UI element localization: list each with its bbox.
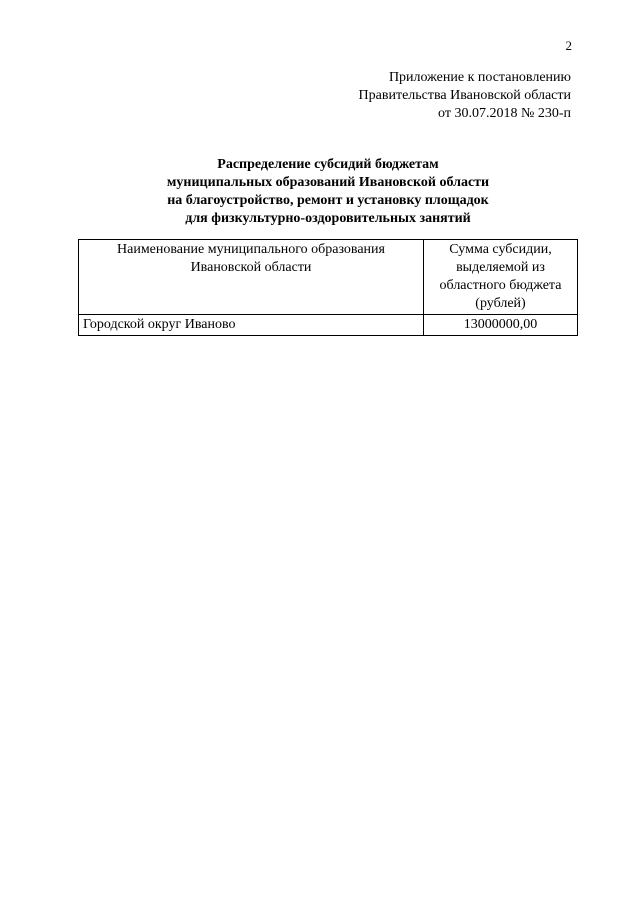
- subsidy-table: [78, 239, 578, 336]
- header-text: выделяемой из: [456, 260, 545, 275]
- table-header-row: [79, 240, 578, 315]
- table-row: [79, 315, 578, 336]
- column-header-municipality: [79, 240, 424, 315]
- title-line: для физкультурно-оздоровительных занятий: [185, 211, 471, 226]
- page-number: 2: [565, 38, 572, 53]
- appendix-line: Приложение к постановлению: [388, 70, 571, 85]
- title-line: Распределение субсидий бюджетам: [217, 157, 439, 172]
- title-line: на благоустройство, ремонт и установку площадок: [167, 193, 489, 208]
- header-text: Сумма субсидии,: [449, 242, 552, 257]
- appendix-line: от 30.07.2018 № 230-п: [438, 106, 571, 121]
- header-text: (рублей): [475, 296, 526, 311]
- municipality-cell: Городской округ Иваново: [79, 315, 424, 336]
- amount-cell: 13000000,00: [424, 315, 578, 336]
- title-line: муниципальных образований Ивановской области: [166, 175, 490, 190]
- header-text: областного бюджета: [439, 278, 562, 293]
- appendix-header: [359, 69, 571, 123]
- column-header-amount: [424, 240, 578, 315]
- document-title: [78, 156, 578, 228]
- appendix-line: Правительства Ивановской области: [358, 88, 571, 103]
- header-text: Ивановской области: [190, 260, 312, 275]
- header-text: Наименование муниципального образования: [117, 242, 385, 257]
